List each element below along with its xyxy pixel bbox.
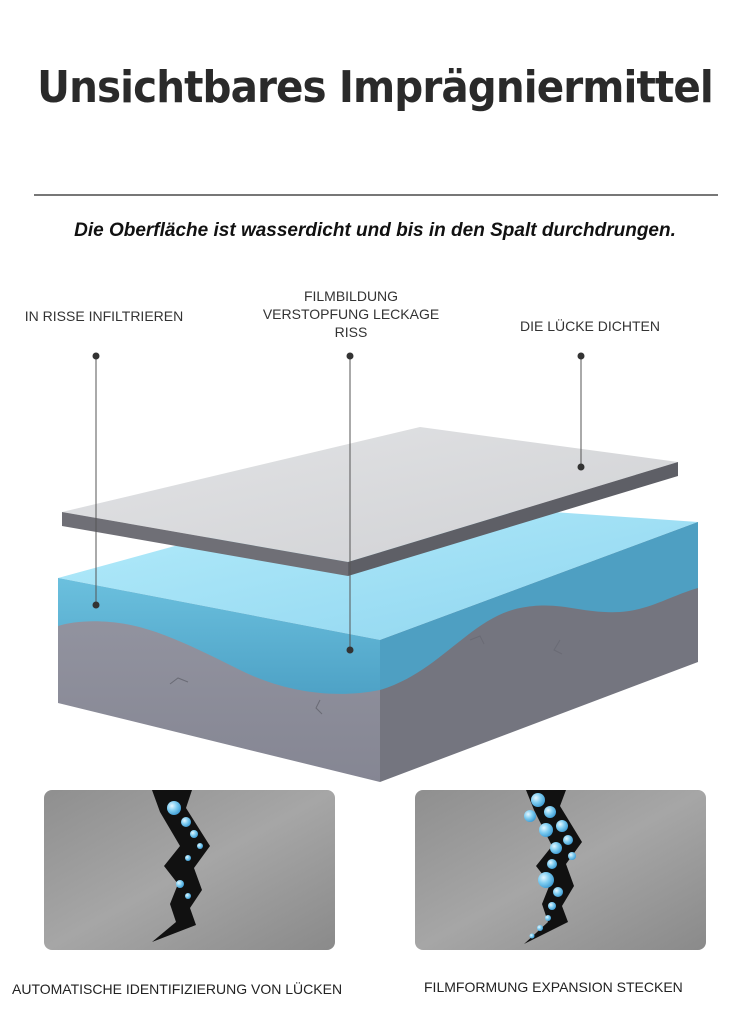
bubble <box>524 810 536 822</box>
bubble <box>539 823 553 837</box>
bubble <box>545 915 551 921</box>
label-infiltrate: IN RISSE INFILTRIEREN <box>24 308 184 324</box>
bubble <box>553 887 563 897</box>
bubble <box>538 872 554 888</box>
callout-dot-infiltrate-top <box>93 353 100 360</box>
bubble <box>176 880 184 888</box>
panel-film-expansion <box>415 790 706 950</box>
callout-dot-seal-top <box>578 353 585 360</box>
bubble <box>556 820 568 832</box>
bubble <box>197 843 203 849</box>
label-film-forming-line-3: RISS <box>334 324 368 340</box>
bubble <box>550 842 562 854</box>
bubble <box>531 793 545 807</box>
panel-identify-gaps <box>44 790 335 950</box>
callout-dot-film-bottom <box>347 647 354 654</box>
bubble <box>544 806 556 818</box>
bubble <box>185 893 191 899</box>
bubble <box>185 855 191 861</box>
label-film-forming-line-2: VERSTOPFUNG LECKAGE <box>262 306 440 322</box>
bubble <box>563 835 573 845</box>
label-film-forming-line-1: FILMBILDUNG <box>303 288 399 304</box>
callout-dot-seal-bottom <box>578 464 585 471</box>
bubble <box>548 902 556 910</box>
caption-identify-gaps: AUTOMATISCHE IDENTIFIZIERUNG VON LÜCKEN <box>12 981 343 997</box>
caption-film-expansion: FILMFORMUNG EXPANSION STECKEN <box>424 979 683 995</box>
bubble <box>167 801 181 815</box>
bubble <box>537 925 543 931</box>
page-title: Unsichtbares Imprägniermittel <box>37 62 713 113</box>
bubble <box>547 859 557 869</box>
bubble <box>568 852 576 860</box>
callout-dot-film-top <box>347 353 354 360</box>
callout-dot-infiltrate-bottom <box>93 602 100 609</box>
bubble <box>530 934 535 939</box>
page-subtitle: Die Oberfläche ist wasserdicht und bis in den Spalt durchdrungen. <box>74 220 676 241</box>
bubble <box>181 817 191 827</box>
bubble <box>190 830 198 838</box>
label-seal-gap: DIE LÜCKE DICHTEN <box>519 318 661 334</box>
